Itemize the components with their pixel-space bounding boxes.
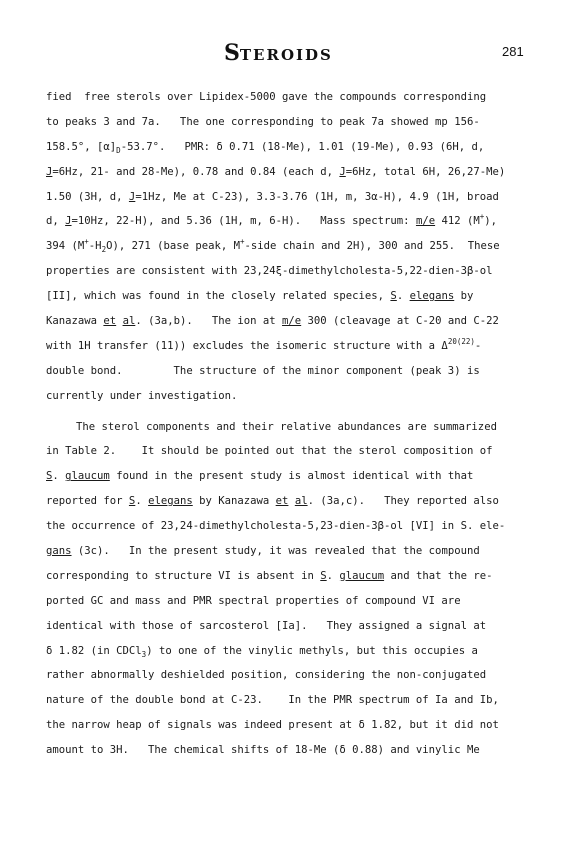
text-segment: 394 (M: [46, 240, 85, 253]
text-segment: O), 271 (base peak, M: [106, 240, 241, 253]
underlined-text: gans: [46, 545, 72, 558]
journal-running-title: [224, 40, 333, 66]
text-line: [46, 135, 546, 160]
text-line: [46, 415, 546, 440]
text-segment: =1Hz, Me at C-23), 3.3-3.76 (1H, m, 3α-H), 4.9 (1H, broad: [135, 190, 499, 203]
superscript: +: [479, 212, 485, 222]
text-segment: ported GC and mass and PMR spectral properties of compound VI are: [46, 594, 461, 607]
text-segment: found in the present study is almost identical with that: [109, 470, 474, 483]
subscript: 2: [101, 245, 107, 255]
text-segment: .: [326, 569, 340, 582]
page-number: 281: [502, 44, 524, 59]
text-segment: δ 1.82 (in CDCl: [46, 644, 142, 657]
underlined-text: S: [46, 470, 53, 483]
underlined-text: al: [122, 315, 136, 328]
text-line: [46, 439, 546, 464]
text-segment: Kanazawa: [46, 315, 104, 328]
text-segment: .: [396, 290, 410, 303]
text-segment: rather abnormally deshielded position, considering the non-conjugated: [46, 669, 487, 682]
subscript: D: [116, 145, 121, 155]
text-line: [46, 713, 546, 738]
text-segment: 300 (cleavage at C-20 and C-22: [301, 315, 499, 328]
journal-title-rest: TEROIDS: [239, 46, 333, 64]
text-line: [46, 334, 546, 359]
underlined-text: m/e: [282, 315, 302, 328]
text-segment: corresponding to structure VI is absent in: [46, 569, 321, 582]
text-line: [46, 738, 546, 763]
text-line: [46, 639, 546, 664]
superscript: +: [240, 237, 245, 247]
text-segment: double bond. The structure of the minor component (peak 3) is: [46, 364, 480, 377]
text-segment: by: [454, 290, 474, 303]
text-segment: fied free sterols over Lipidex-5000 gave the compounds corresponding: [46, 91, 487, 103]
text-segment: with 1H transfer (11)) excludes the isomeric structure with a Δ: [46, 339, 448, 352]
underlined-text: et: [275, 495, 289, 508]
text-line: [46, 209, 546, 234]
underlined-text: J: [339, 165, 346, 178]
underlined-text: J: [128, 190, 136, 203]
text-line: [46, 384, 546, 409]
text-segment: 1.50 (3H, d,: [46, 190, 129, 203]
underlined-text: S: [128, 495, 136, 508]
text-segment: .: [135, 495, 149, 508]
text-segment: 158.5°, [α]: [46, 140, 117, 153]
text-line: [46, 539, 546, 564]
journal-title-initial: S: [224, 40, 240, 66]
underlined-text: et: [103, 315, 117, 328]
text-segment: nature of the double bond at C-23. In the PMR spectrum of Ia and Ib,: [46, 694, 499, 707]
text-line: [46, 514, 546, 539]
text-segment: to peaks 3 and 7a. The one corresponding to peak 7a showed mp 156-: [46, 115, 480, 128]
underlined-text: S: [320, 569, 327, 582]
text-segment: =10Hz, 22-H), and 5.36 (1H, m, 6-H). Mass spectrum:: [71, 215, 416, 228]
text-segment: =6Hz, total 6H, 26,27-Me): [345, 165, 506, 178]
text-segment: identical with those of sarcosterol [Ia]. They assigned a signal at: [46, 619, 487, 632]
text-segment: .: [52, 470, 66, 483]
underlined-text: J: [46, 165, 53, 178]
text-segment: The sterol components and their relative abundances are summarized: [76, 420, 497, 433]
superscript: +: [84, 237, 89, 247]
body-text: [46, 85, 546, 763]
text-segment: and that the re-: [384, 569, 493, 582]
text-segment: (3c). In the present study, it was revealed that the compound: [71, 545, 480, 558]
text-segment: by Kanazawa: [192, 495, 276, 508]
text-line: [46, 110, 546, 135]
underlined-text: glaucum: [339, 569, 385, 582]
text-segment: [II], which was found in the closely related species,: [46, 290, 391, 303]
superscript: 20(22): [447, 336, 475, 346]
underlined-text: J: [65, 215, 72, 228]
underlined-text: glaucum: [65, 470, 110, 483]
text-segment: . (3a,b). The ion at: [135, 315, 283, 328]
underlined-text: al: [294, 495, 308, 508]
text-line: [46, 160, 546, 185]
text-line: [46, 464, 546, 489]
text-segment: amount to 3H. The chemical shifts of 18-Me (δ 0.88) and vinylic Me: [46, 744, 480, 757]
underlined-text: elegans: [148, 495, 193, 508]
underlined-text: elegans: [409, 290, 455, 303]
underlined-text: S: [390, 290, 397, 303]
text-segment: -H: [88, 240, 102, 253]
text-line: [46, 185, 546, 210]
text-segment: in Table 2. It should be pointed out that the sterol composition of: [46, 445, 493, 458]
text-segment: 412 (M: [435, 215, 480, 228]
text-segment: ) to one of the vinylic methyls, but this occupies a: [146, 644, 478, 657]
text-line: [46, 234, 546, 259]
text-line: [46, 589, 546, 614]
text-line: [46, 259, 546, 284]
text-segment: reported for: [46, 495, 129, 508]
text-segment: -: [474, 339, 482, 352]
text-line: [46, 564, 546, 589]
text-segment: -53.7°. PMR: δ 0.71 (18-Me), 1.01 (19-Me), 0.93 (6H, d,: [120, 140, 485, 153]
text-line: [46, 614, 546, 639]
text-line: [46, 688, 546, 713]
text-line: [46, 663, 546, 688]
text-segment: =6Hz, 21- and 28-Me), 0.78 and 0.84 (each d,: [52, 165, 340, 178]
text-line: [46, 489, 546, 514]
subscript: 3: [141, 649, 147, 659]
text-segment: currently under investigation.: [46, 389, 238, 402]
text-segment: -side chain and 2H), 300 and 255. These: [244, 240, 500, 253]
text-segment: . (3a,c). They reported also: [307, 495, 499, 508]
text-segment: the occurrence of 23,24-dimethylcholesta-5,23-dien-3β-ol [VI] in S. ele-: [46, 520, 506, 533]
text-line: [46, 85, 546, 110]
text-segment: ),: [484, 215, 498, 228]
text-segment: properties are consistent with 23,24ξ-dimethylcholesta-5,22-dien-3β-ol: [46, 265, 493, 278]
text-line: [46, 359, 546, 384]
underlined-text: m/e: [415, 215, 436, 228]
text-line: [46, 284, 546, 309]
text-line: [46, 309, 546, 334]
text-segment: d,: [46, 215, 66, 228]
text-segment: the narrow heap of signals was indeed present at δ 1.82, but it did not: [46, 719, 499, 732]
